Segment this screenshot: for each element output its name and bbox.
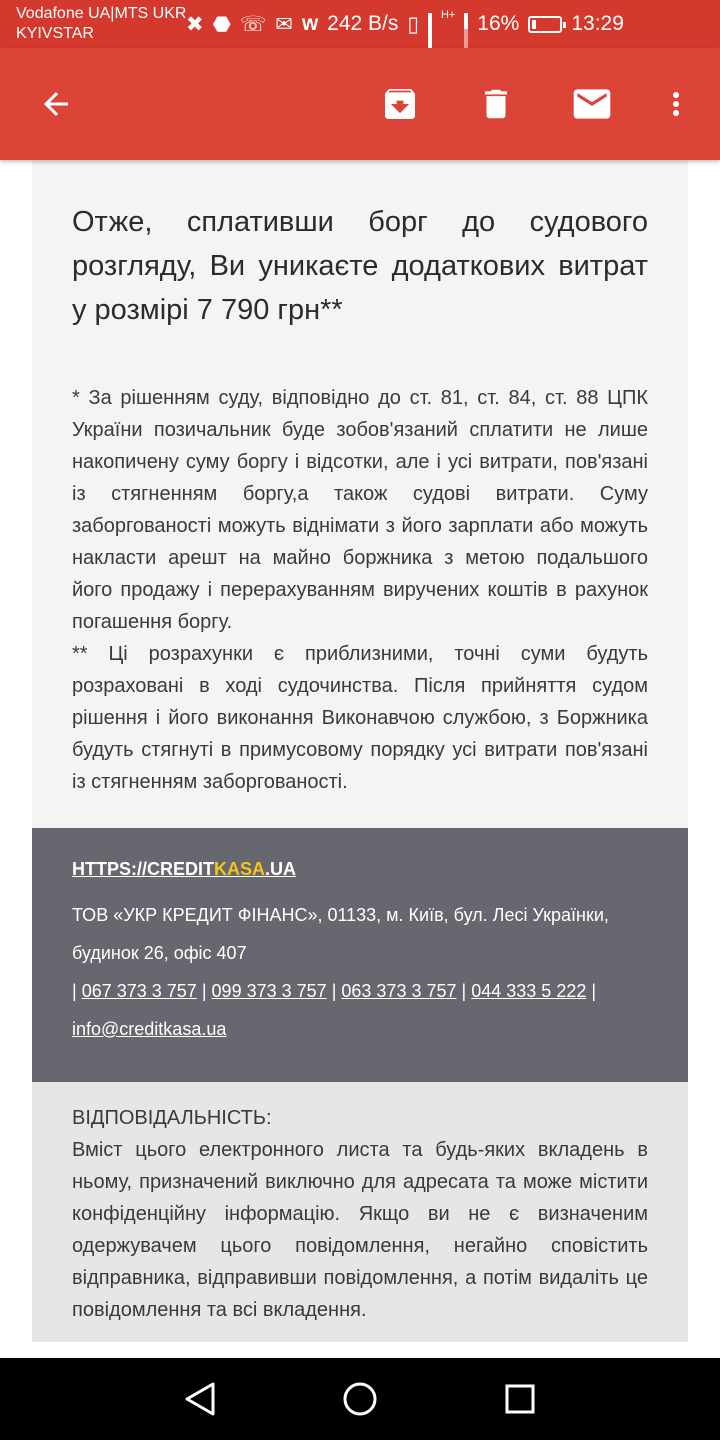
- carrier-line-2: KYIVSTAR: [16, 25, 94, 42]
- battery-percent: 16%: [477, 12, 520, 35]
- separator: |: [591, 981, 597, 1001]
- network-speed: 242 B/s: [327, 12, 399, 35]
- carrier-line-1: Vodafone UA|MTS UKR: [16, 5, 187, 22]
- status-bar: [0, 0, 720, 48]
- back-arrow-icon: [38, 86, 74, 122]
- archive-icon: [380, 84, 420, 124]
- email-contact: [72, 1010, 648, 1048]
- email-body: [32, 160, 688, 1342]
- carrier-name: [16, 4, 186, 44]
- disclaimer-title: ВІДПОВІДАЛЬНІСТЬ:: [72, 1107, 272, 1129]
- email-link[interactable]: info@creditkasa.ua: [72, 1019, 227, 1039]
- separator: |: [201, 981, 207, 1001]
- website-accent: KASA: [214, 859, 266, 879]
- app-bar: [0, 48, 720, 160]
- company-address-line-1: ТОВ «УКР КРЕДИТ ФІНАНС», 01133, м. Київ, бул. Лесі Українки,: [72, 905, 609, 925]
- website-suffix: .UA: [265, 859, 297, 879]
- archive-button[interactable]: [376, 80, 424, 128]
- navigation-bar: [0, 1358, 720, 1440]
- nav-recents-icon: [504, 1383, 536, 1415]
- back-button[interactable]: [32, 80, 80, 128]
- delete-button[interactable]: [472, 80, 520, 128]
- status-icons: [186, 9, 624, 39]
- app-w-icon: w: [301, 12, 319, 35]
- battery-fill: [532, 20, 536, 29]
- mail-icon: [570, 82, 614, 126]
- company-footer: [32, 828, 688, 1082]
- nav-back-button[interactable]: [180, 1379, 220, 1419]
- nav-home-icon: [342, 1381, 378, 1417]
- phone-link[interactable]: 063 373 3 757: [341, 981, 457, 1001]
- signal-strength-1-icon: [428, 13, 432, 35]
- mail-notification-icon: ✉: [275, 12, 293, 36]
- vibrate-icon: ▯: [407, 12, 419, 36]
- nav-recents-button[interactable]: [500, 1379, 540, 1419]
- email-headline: Отже, сплативши борг до судового розгляду, Ви уникаєте додаткових витрат у розмірі 7 790 грн**: [72, 206, 648, 326]
- nav-home-button[interactable]: [340, 1379, 380, 1419]
- network-type: H+: [440, 9, 456, 21]
- phone-link[interactable]: 067 373 3 757: [81, 981, 197, 1001]
- separator: |: [72, 981, 77, 1001]
- clock: 13:29: [571, 12, 624, 35]
- disclaimer-text: Вміст цього електронного листа та будь-яких вкладень в ньому, призначений виключно для адресата та може містити конфіденційну інформацію. Якщо ви не є визначеним одержувачем цього повідомлення, негайно сповістить відправника, відправивши повідомлення, а потім видаліть це повідомлення та всі вкладення.: [72, 1139, 648, 1321]
- more-vert-icon: [658, 86, 694, 122]
- footnote-2: ** Ці розрахунки є приблизними, точні суми будуть розраховані в ході судочинства. Після прийняття судом рішення і його виконання Виконавчою службою, з Боржника будуть стягнуті в примусовому порядку усі витрати пов'язані із стягненням заборгованості.: [72, 643, 648, 793]
- website-prefix: HTTPS://CREDIT: [72, 859, 214, 879]
- mark-unread-button[interactable]: [568, 80, 616, 128]
- phone-link[interactable]: 099 373 3 757: [211, 981, 327, 1001]
- phone-link[interactable]: 044 333 5 222: [471, 981, 587, 1001]
- footnote-1: * За рішенням суду, відповідно до ст. 81, ст. 84, ст. 88 ЦПК України позичальник буде зобов'язаний сплатити не лише накопичену суму боргу і відсотки, але і усі витрати, пов'язані із стягненням боргу,а також судові витрати. Суму заборгованості можуть віднімати з його зарплати або можуть накласти арешт на майно боржника з метою подальшого його продажу і перерахуванням виручених коштів в рахунок погашення боргу.: [72, 387, 648, 633]
- separator: |: [461, 981, 467, 1001]
- email-message-panel: [32, 160, 688, 828]
- nav-back-icon: [183, 1381, 217, 1417]
- separator: |: [331, 981, 337, 1001]
- battery-icon: [528, 16, 562, 33]
- missed-call-icon: ☏: [239, 12, 267, 36]
- signal-strength-2-icon: [464, 13, 468, 35]
- company-address-line-2: будинок 26, офіс 407: [72, 943, 247, 963]
- stop-sign-icon: ⬣: [212, 12, 231, 36]
- disclaimer-panel: [32, 1082, 688, 1342]
- more-options-button[interactable]: [652, 80, 700, 128]
- close-notification-icon: ✖: [186, 12, 204, 36]
- website-link[interactable]: [72, 854, 296, 884]
- phone-list: [72, 972, 648, 1010]
- delete-icon: [477, 85, 515, 123]
